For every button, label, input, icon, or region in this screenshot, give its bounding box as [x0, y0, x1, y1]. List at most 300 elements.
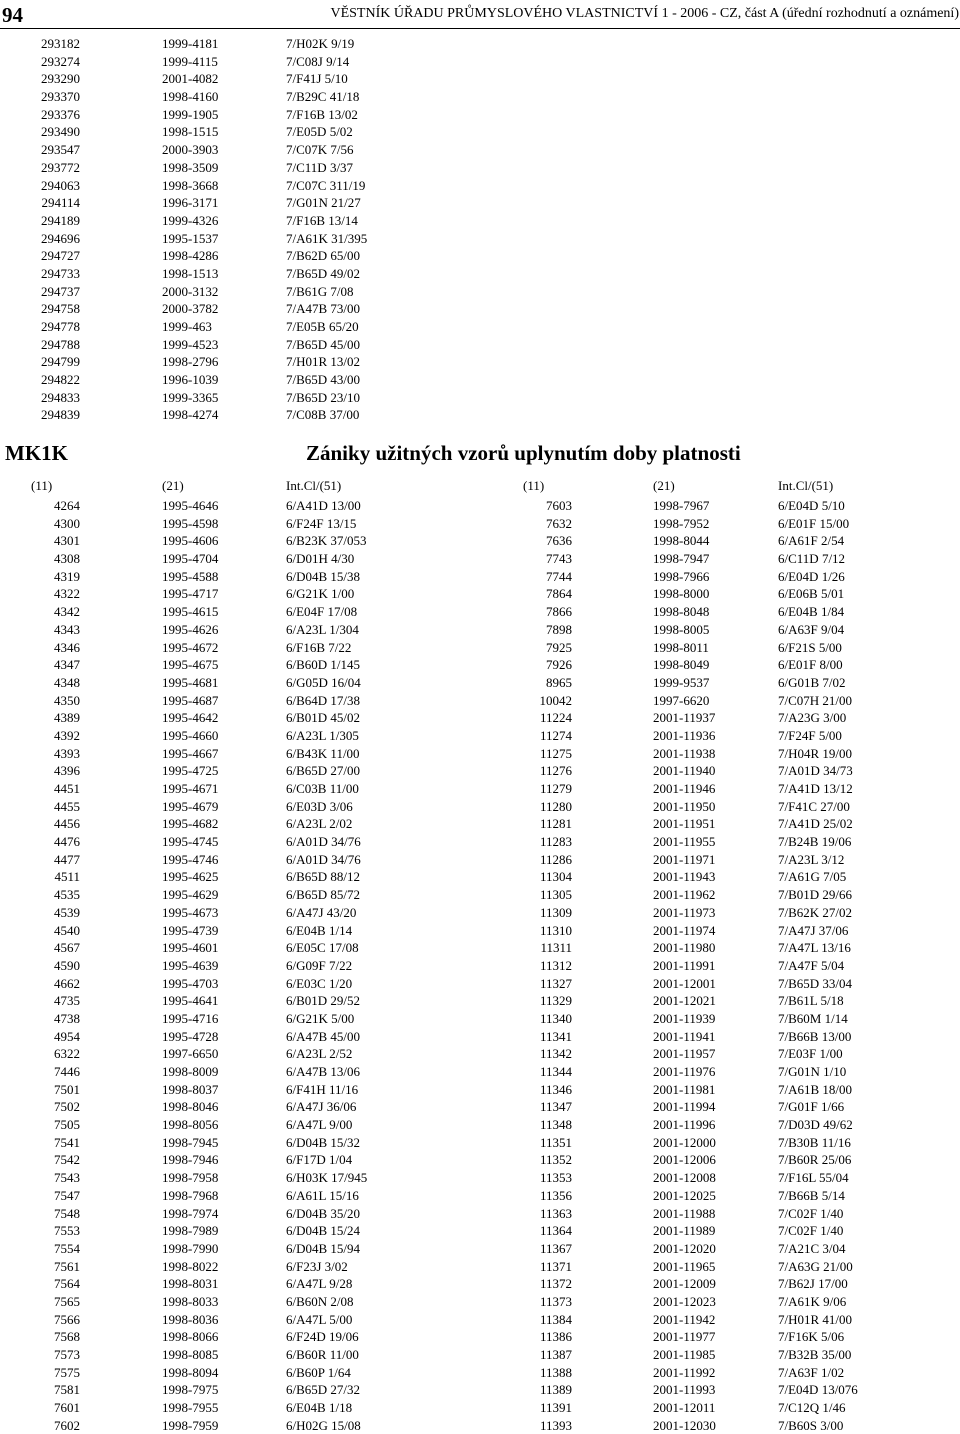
int-cl: 7/B65D 33/04 [778, 975, 853, 991]
application-number: 2001-11946 [653, 781, 716, 796]
application-number: 1995-4660 [162, 727, 219, 743]
table-right [0, 497, 960, 1434]
table-row [0, 833, 960, 851]
registration-number: 11304 [539, 869, 572, 885]
int-cl: 6/E04B 1/84 [778, 604, 845, 620]
application-number: 1999-3365 [162, 389, 219, 405]
int-cl: 6/A41D 13/00 [286, 498, 361, 513]
registration-number: 4348 [54, 674, 80, 690]
registration-number: 11327 [539, 975, 572, 991]
int-cl: 6/F23J 3/02 [286, 1258, 348, 1274]
application-number: 1998-3668 [162, 177, 219, 193]
application-number: 1998-7946 [162, 1152, 219, 1168]
application-number: 1996-1039 [162, 372, 219, 388]
table-row [0, 1346, 960, 1364]
int-cl: 6/B65D 27/32 [286, 1382, 361, 1398]
registration-number: 7541 [54, 1134, 80, 1150]
application-number: 2001-11942 [653, 1311, 716, 1327]
application-number: 2001-4082 [162, 71, 219, 87]
registration-number: 11224 [539, 710, 572, 726]
registration-number: 11373 [539, 1293, 572, 1309]
header-rule [0, 28, 960, 29]
int-cl: 6/E01F 8/00 [778, 657, 843, 673]
registration-number: 293772 [41, 159, 80, 175]
application-number: 1995-4588 [162, 568, 219, 584]
int-cl: 7/B66B 13/00 [778, 1028, 852, 1044]
registration-number: 11388 [539, 1364, 572, 1380]
application-number: 1995-4739 [162, 922, 219, 938]
int-cl: 7/D03D 49/62 [778, 1117, 853, 1133]
table-row [0, 1151, 960, 1169]
registration-number: 11305 [539, 887, 572, 903]
application-number: 1998-1515 [162, 124, 219, 140]
table-row [0, 1028, 960, 1046]
application-number: 2001-11973 [653, 904, 716, 920]
int-cl: 6/G21K 1/00 [286, 586, 355, 602]
application-number: 2001-12011 [653, 1400, 716, 1416]
column-headers [0, 477, 960, 495]
col-header-int-cl-right: Int.Cl/(51) [778, 478, 834, 493]
registration-number: 4738 [54, 1010, 80, 1026]
registration-number: 4300 [54, 515, 80, 531]
int-cl: 7/A01D 34/73 [778, 763, 853, 779]
int-cl: 6/B43K 11/00 [286, 745, 360, 761]
int-cl: 6/B60D 1/145 [286, 657, 361, 673]
application-number: 1995-4667 [162, 745, 219, 761]
registration-number: 10042 [539, 692, 572, 708]
registration-number: 7502 [54, 1099, 80, 1115]
int-cl: 6/G01B 7/02 [778, 674, 846, 690]
application-number: 2001-12023 [653, 1293, 716, 1309]
section-code: MK1K [5, 441, 68, 465]
application-number: 2001-12000 [653, 1134, 716, 1150]
registration-number: 11280 [539, 798, 572, 814]
int-cl: 6/B65D 85/72 [286, 887, 361, 903]
application-number: 1995-4615 [162, 604, 219, 620]
int-cl: 6/E04D 1/26 [778, 568, 845, 584]
registration-number: 4350 [54, 692, 80, 708]
registration-number: 11346 [539, 1081, 572, 1097]
int-cl: 7/A47L 13/16 [778, 940, 851, 956]
application-number: 1998-8005 [653, 621, 710, 637]
int-cl: 7/B24B 19/06 [778, 834, 852, 850]
registration-number: 4393 [54, 745, 80, 761]
registration-number: 11352 [539, 1152, 572, 1168]
application-number: 1998-7947 [653, 551, 710, 567]
col-header-registration-number: (11) [31, 478, 53, 493]
registration-number: 7632 [546, 515, 572, 531]
application-number: 1999-4181 [162, 36, 219, 51]
application-number: 1995-4626 [162, 621, 219, 637]
registration-number: 7543 [54, 1170, 80, 1186]
running-title: VĚSTNÍK ÚŘADU PRŮMYSLOVÉHO VLASTNICTVÍ 1 - 2006 - CZ, část A (úřední rozhodnutí a oznámení) [330, 6, 959, 21]
registration-number: 293547 [41, 142, 80, 158]
application-number: 1997-6620 [653, 692, 710, 708]
registration-number: 11279 [539, 781, 572, 796]
registration-number: 294189 [41, 212, 80, 228]
registration-number: 4451 [54, 781, 80, 796]
application-number: 1998-7989 [162, 1223, 219, 1239]
int-cl: 6/A47L 9/28 [286, 1276, 353, 1292]
table-row [0, 1293, 960, 1311]
int-cl: 7/A61B 18/00 [778, 1081, 853, 1097]
registration-number: 11391 [539, 1400, 572, 1416]
application-number: 2001-11994 [653, 1099, 716, 1115]
application-number: 1995-4717 [162, 586, 219, 602]
int-cl: 7/B61L 5/18 [778, 993, 844, 1009]
registration-number: 7581 [54, 1382, 80, 1398]
int-cl: 6/E04B 1/18 [286, 1400, 353, 1416]
registration-number: 4264 [54, 498, 80, 513]
application-number: 2000-3903 [162, 142, 219, 158]
registration-number: 11274 [539, 727, 572, 743]
int-cl: 6/B60P 1/64 [286, 1364, 351, 1380]
int-cl: 7/B60R 25/06 [778, 1152, 852, 1168]
application-number: 1997-6650 [162, 1046, 219, 1062]
int-cl: 6/E03D 3/06 [286, 798, 353, 814]
int-cl: 7/C07K 7/56 [286, 142, 354, 158]
section-title: Zániky užitných vzorů uplynutím doby platnosti [306, 441, 741, 465]
registration-number: 7547 [54, 1187, 80, 1203]
application-number: 1995-4671 [162, 781, 219, 796]
int-cl: 7/C11D 3/37 [286, 159, 354, 175]
int-cl: 6/G09F 7/22 [286, 957, 353, 973]
application-number: 1998-7959 [162, 1417, 219, 1433]
registration-number: 11387 [539, 1347, 572, 1362]
registration-number: 4346 [54, 639, 80, 655]
application-number: 2001-11989 [653, 1223, 716, 1239]
int-cl: 7/B60S 3/00 [778, 1417, 844, 1433]
application-number: 1998-8033 [162, 1293, 219, 1309]
application-number: 2001-12030 [653, 1417, 716, 1433]
registration-number: 8965 [546, 674, 572, 690]
registration-number: 11344 [539, 1064, 572, 1079]
int-cl: 7/B62J 17/00 [778, 1276, 848, 1292]
application-number: 1995-4642 [162, 710, 219, 726]
int-cl: 6/H02G 15/08 [286, 1417, 361, 1433]
application-number: 2001-11974 [653, 922, 716, 938]
registration-number: 11286 [539, 851, 572, 867]
registration-number: 4389 [54, 710, 80, 726]
table-row [0, 692, 960, 710]
registration-number: 11351 [539, 1134, 572, 1150]
registration-number: 4567 [54, 940, 80, 956]
application-number: 1995-4704 [162, 551, 219, 567]
table-row [0, 550, 960, 568]
application-number: 2001-12006 [653, 1152, 716, 1168]
application-number: 1995-4673 [162, 904, 219, 920]
registration-number: 7554 [54, 1240, 80, 1256]
table-row [0, 568, 960, 586]
application-number: 1995-4687 [162, 692, 219, 708]
table-row [0, 1134, 960, 1152]
registration-number: 11309 [539, 904, 572, 920]
application-number: 2001-11992 [653, 1364, 716, 1380]
application-number: 2001-11957 [653, 1046, 716, 1062]
table-row [0, 815, 960, 833]
application-number: 2001-11955 [653, 834, 716, 850]
int-cl: 7/C08B 37/00 [286, 407, 360, 423]
int-cl: 6/A01D 34/76 [286, 851, 361, 867]
table-row [0, 1275, 960, 1293]
registration-number: 294833 [41, 389, 80, 405]
registration-number: 11341 [539, 1028, 572, 1044]
application-number: 1995-4641 [162, 993, 219, 1009]
application-number: 2001-12025 [653, 1187, 716, 1203]
col-header-application-number-right: (21) [653, 478, 675, 493]
int-cl: 7/B62K 27/02 [778, 904, 853, 920]
int-cl: 7/A41D 13/12 [778, 781, 853, 796]
registration-number: 293274 [41, 53, 80, 69]
int-cl: 7/E03F 1/00 [778, 1046, 843, 1062]
table-row [0, 798, 960, 816]
table-row [0, 851, 960, 869]
application-number: 1995-4601 [162, 940, 219, 956]
int-cl: 7/B61G 7/08 [286, 283, 354, 299]
application-number: 2001-11993 [653, 1382, 716, 1398]
int-cl: 7/G01N 1/10 [778, 1064, 847, 1079]
registration-number: 11372 [539, 1276, 572, 1292]
application-number: 1995-4682 [162, 816, 219, 832]
application-number: 1998-7966 [653, 568, 710, 584]
table-row [0, 1328, 960, 1346]
registration-number: 11275 [539, 745, 572, 761]
int-cl: 7/F16B 13/14 [286, 212, 358, 228]
int-cl: 7/E04D 13/076 [778, 1382, 858, 1398]
registration-number: 4954 [54, 1028, 80, 1044]
table-row [0, 1116, 960, 1134]
application-number: 1998-7990 [162, 1240, 219, 1256]
registration-number: 7542 [54, 1152, 80, 1168]
registration-number: 7743 [546, 551, 572, 567]
table-row [0, 1240, 960, 1258]
application-number: 2001-11971 [653, 851, 716, 867]
registration-number: 11348 [539, 1117, 572, 1133]
int-cl: 7/B30B 11/16 [778, 1134, 851, 1150]
application-number: 1998-7958 [162, 1170, 219, 1186]
application-number: 1998-8031 [162, 1276, 219, 1292]
application-number: 1998-8046 [162, 1099, 219, 1115]
int-cl: 7/A61K 31/395 [286, 230, 368, 246]
registration-number: 7925 [546, 639, 572, 655]
application-number: 1999-4523 [162, 336, 219, 352]
int-cl: 7/A41D 25/02 [778, 816, 853, 832]
table-row [0, 497, 960, 515]
int-cl: 6/D01H 4/30 [286, 551, 355, 567]
int-cl: 7/F41C 27/00 [778, 798, 850, 814]
int-cl: 6/D04B 15/94 [286, 1240, 361, 1256]
application-number: 2001-11980 [653, 940, 716, 956]
registration-number: 11393 [539, 1417, 572, 1433]
int-cl: 6/B01D 45/02 [286, 710, 361, 726]
registration-number: 4476 [54, 834, 80, 850]
int-cl: 7/B65D 23/10 [286, 389, 361, 405]
application-number: 1998-1513 [162, 265, 219, 281]
int-cl: 7/F24F 5/00 [778, 727, 842, 743]
int-cl: 7/C07C 311/19 [286, 177, 366, 193]
application-number: 1995-4646 [162, 498, 219, 513]
registration-number: 294758 [41, 301, 80, 317]
application-number: 1998-7975 [162, 1382, 219, 1398]
int-cl: 7/C02F 1/40 [778, 1223, 844, 1239]
table-row [0, 886, 960, 904]
table-row [0, 745, 960, 763]
application-number: 2001-11936 [653, 727, 716, 743]
application-number: 1998-4286 [162, 248, 219, 264]
int-cl: 6/A23L 2/02 [286, 816, 353, 832]
table-row [0, 674, 960, 692]
registration-number: 4511 [54, 869, 80, 885]
table-row [0, 639, 960, 657]
int-cl: 6/F21S 5/00 [778, 639, 842, 655]
registration-number: 11364 [539, 1223, 572, 1239]
application-number: 1998-8036 [162, 1311, 219, 1327]
application-number: 2001-11996 [653, 1117, 716, 1133]
registration-number: 11312 [539, 957, 572, 973]
int-cl: 6/G05D 16/04 [286, 674, 361, 690]
application-number: 1995-4675 [162, 657, 219, 673]
int-cl: 7/B66B 5/14 [778, 1187, 845, 1203]
application-number: 2001-12009 [653, 1276, 716, 1292]
table-row [0, 904, 960, 922]
registration-number: 6322 [54, 1046, 80, 1062]
application-number: 1998-8037 [162, 1081, 219, 1097]
application-number: 2001-11943 [653, 869, 716, 885]
int-cl: 6/E04D 5/10 [778, 498, 845, 513]
registration-number: 7568 [54, 1329, 80, 1345]
table-row [0, 1169, 960, 1187]
int-cl: 6/H03K 17/945 [286, 1170, 368, 1186]
table-row [0, 992, 960, 1010]
int-cl: 6/D04B 15/24 [286, 1223, 361, 1239]
application-number: 1998-7967 [653, 498, 710, 513]
registration-number: 294737 [41, 283, 80, 299]
int-cl: 6/A47J 43/20 [286, 904, 357, 920]
application-number: 2000-3782 [162, 301, 219, 317]
table-row [0, 1417, 960, 1434]
application-number: 1995-4746 [162, 851, 219, 867]
int-cl: 7/H04R 19/00 [778, 745, 853, 761]
application-number: 1998-8056 [162, 1117, 219, 1133]
int-cl: 6/A47L 9/00 [286, 1117, 353, 1133]
registration-number: 7898 [546, 621, 572, 637]
application-number: 1995-4728 [162, 1028, 219, 1044]
int-cl: 7/B65D 45/00 [286, 336, 361, 352]
int-cl: 7/A47B 73/00 [286, 301, 361, 317]
table-row [0, 975, 960, 993]
registration-number: 4662 [54, 975, 80, 991]
registration-number: 294778 [41, 319, 80, 334]
table-row [0, 603, 960, 621]
table-row [0, 585, 960, 603]
table-row [0, 515, 960, 533]
registration-number: 293182 [41, 36, 80, 51]
registration-number: 4477 [54, 851, 80, 867]
registration-number: 11363 [539, 1205, 572, 1221]
int-cl: 6/F24D 19/06 [286, 1329, 359, 1345]
application-number: 1998-7945 [162, 1134, 219, 1150]
int-cl: 7/A21C 3/04 [778, 1240, 846, 1256]
registration-number: 4322 [54, 586, 80, 602]
registration-number: 7864 [546, 586, 572, 602]
table-row [0, 957, 960, 975]
registration-number: 7866 [546, 604, 572, 620]
registration-number: 4396 [54, 763, 80, 779]
registration-number: 294114 [41, 195, 80, 211]
registration-number: 7575 [54, 1364, 80, 1380]
application-number: 2001-12001 [653, 975, 716, 991]
application-number: 1995-4629 [162, 887, 219, 903]
registration-number: 11283 [539, 834, 572, 850]
application-number: 1999-1905 [162, 106, 219, 122]
table-row [0, 727, 960, 745]
registration-number: 7601 [54, 1400, 80, 1416]
int-cl: 6/A63F 9/04 [778, 621, 845, 637]
int-cl: 6/A47B 13/06 [286, 1064, 361, 1079]
registration-number: 4535 [54, 887, 80, 903]
registration-number: 294799 [41, 354, 80, 370]
int-cl: 7/B29C 41/18 [286, 89, 360, 105]
int-cl: 7/H01R 41/00 [778, 1311, 853, 1327]
table-row [0, 1381, 960, 1399]
application-number: 2001-11939 [653, 1010, 716, 1026]
registration-number: 11367 [539, 1240, 572, 1256]
registration-number: 11276 [539, 763, 572, 779]
application-number: 1995-4639 [162, 957, 219, 973]
registration-number: 7548 [54, 1205, 80, 1221]
table-row [0, 709, 960, 727]
int-cl: 7/C02F 1/40 [778, 1205, 844, 1221]
registration-number: 294733 [41, 265, 80, 281]
application-number: 2001-11962 [653, 887, 716, 903]
table-row [0, 1222, 960, 1240]
application-number: 1998-8022 [162, 1258, 219, 1274]
registration-number: 4540 [54, 922, 80, 938]
table-row [0, 868, 960, 886]
int-cl: 6/F17D 1/04 [286, 1152, 353, 1168]
int-cl: 7/H01R 13/02 [286, 354, 361, 370]
int-cl: 6/D04B 35/20 [286, 1205, 361, 1221]
registration-number: 4342 [54, 604, 80, 620]
int-cl: 6/B01D 29/52 [286, 993, 361, 1009]
application-number: 2001-11977 [653, 1329, 716, 1345]
registration-number: 293376 [41, 106, 80, 122]
int-cl: 7/A23L 3/12 [778, 851, 845, 867]
table-row [0, 532, 960, 550]
application-number: 1998-8049 [653, 657, 710, 673]
application-number: 2001-12020 [653, 1240, 716, 1256]
application-number: 2001-11988 [653, 1205, 716, 1221]
col-header-registration-number-right: (11) [523, 478, 545, 493]
int-cl: 7/C08J 9/14 [286, 53, 350, 69]
int-cl: 7/A23G 3/00 [778, 710, 847, 726]
int-cl: 7/A61K 9/06 [778, 1293, 847, 1309]
registration-number: 7603 [546, 498, 572, 513]
registration-number: 4735 [54, 993, 80, 1009]
int-cl: 6/F41H 11/16 [286, 1081, 359, 1097]
application-number: 1998-8066 [162, 1329, 219, 1345]
table-row [0, 1311, 960, 1329]
int-cl: 7/C12Q 1/46 [778, 1400, 846, 1416]
application-number: 1998-8011 [653, 639, 709, 655]
int-cl: 6/B64D 17/38 [286, 692, 361, 708]
int-cl: 7/H02K 9/19 [286, 36, 355, 51]
application-number: 2001-11991 [653, 957, 716, 973]
registration-number: 11384 [539, 1311, 572, 1327]
table-row [0, 762, 960, 780]
int-cl: 7/A63F 1/02 [778, 1364, 845, 1380]
registration-number: 7926 [546, 657, 572, 673]
